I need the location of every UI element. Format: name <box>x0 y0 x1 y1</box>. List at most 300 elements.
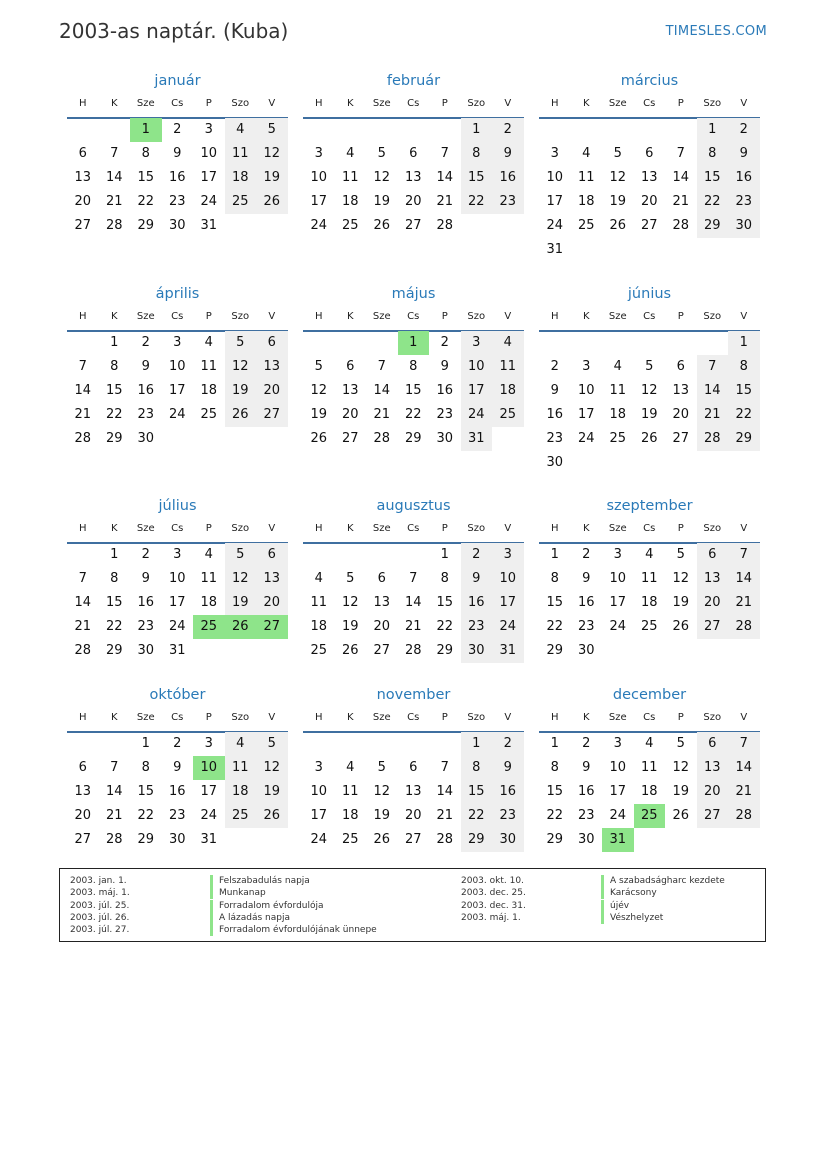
day-cell[interactable]: 4 <box>645 547 654 562</box>
day-cell[interactable]: 19 <box>341 619 359 634</box>
day-cell[interactable]: 18 <box>609 407 627 422</box>
day-cell[interactable]: 30 <box>461 639 493 663</box>
day-cell[interactable]: 15 <box>105 595 123 610</box>
day-cell[interactable]: 9 <box>582 760 591 775</box>
day-cell[interactable]: 21 <box>105 194 123 209</box>
day-cell[interactable]: 17 <box>200 784 218 799</box>
day-cell[interactable]: 29 <box>461 828 493 852</box>
day-cell[interactable]: 12 <box>640 383 658 398</box>
day-cell[interactable]: 27 <box>74 218 92 233</box>
day-cell[interactable]: 22 <box>728 403 760 427</box>
day-cell[interactable]: 26 <box>672 808 690 823</box>
day-cell[interactable]: 17 <box>310 808 328 823</box>
day-cell[interactable]: 7 <box>409 571 418 586</box>
day-cell[interactable]: 3 <box>550 146 559 161</box>
day-cell[interactable]: 18 <box>341 808 359 823</box>
day-cell[interactable]: 11 <box>200 359 218 374</box>
day-cell[interactable]: 11 <box>577 170 595 185</box>
day-cell[interactable]: 20 <box>74 194 92 209</box>
day-cell[interactable]: 5 <box>256 118 288 142</box>
day-cell[interactable]: 1 <box>461 118 493 142</box>
day-cell[interactable]: 5 <box>676 736 685 751</box>
day-cell[interactable]: 26 <box>373 832 391 847</box>
day-cell[interactable]: 14 <box>728 756 760 780</box>
day-cell[interactable]: 19 <box>373 808 391 823</box>
day-cell[interactable]: 11 <box>640 760 658 775</box>
day-cell[interactable]: 27 <box>74 832 92 847</box>
day-cell[interactable]: 18 <box>577 194 595 209</box>
brand-link[interactable]: TIMESLES.COM <box>665 24 767 39</box>
day-cell[interactable]: 27 <box>672 431 690 446</box>
day-cell[interactable]: 11 <box>341 784 359 799</box>
day-cell[interactable]: 22 <box>546 808 564 823</box>
day-cell[interactable]: 20 <box>341 407 359 422</box>
day-cell[interactable]: 12 <box>672 760 690 775</box>
day-cell[interactable]: 5 <box>346 571 355 586</box>
day-cell[interactable]: 7 <box>728 732 760 756</box>
day-cell[interactable]: 25 <box>225 190 257 214</box>
day-cell[interactable]: 22 <box>697 190 729 214</box>
day-cell[interactable]: 7 <box>110 760 119 775</box>
day-cell[interactable]: 30 <box>577 832 595 847</box>
day-cell[interactable]: 10 <box>492 567 524 591</box>
day-cell[interactable]: 3 <box>461 331 493 355</box>
day-cell[interactable]: 20 <box>373 619 391 634</box>
day-cell[interactable]: 19 <box>672 595 690 610</box>
day-cell[interactable]: 18 <box>225 780 257 804</box>
day-cell[interactable]: 27 <box>341 431 359 446</box>
day-cell[interactable]: 12 <box>225 355 257 379</box>
day-cell[interactable]: 20 <box>404 194 422 209</box>
day-cell[interactable]: 8 <box>697 142 729 166</box>
day-cell[interactable]: 20 <box>672 407 690 422</box>
day-cell[interactable]: 27 <box>373 643 391 658</box>
day-cell[interactable]: 26 <box>609 218 627 233</box>
day-cell[interactable]: 7 <box>728 543 760 567</box>
day-cell[interactable]: 5 <box>377 146 386 161</box>
day-cell[interactable]: 10 <box>168 359 186 374</box>
day-cell[interactable]: 19 <box>256 166 288 190</box>
day-cell[interactable]: 30 <box>728 214 760 238</box>
day-cell[interactable]: 7 <box>78 359 87 374</box>
day-cell[interactable]: 21 <box>404 619 422 634</box>
day-cell[interactable]: 24 <box>577 431 595 446</box>
day-cell[interactable]: 29 <box>105 643 123 658</box>
day-cell[interactable]: 14 <box>436 784 454 799</box>
day-cell[interactable]: 10 <box>193 756 225 780</box>
day-cell[interactable]: 24 <box>609 808 627 823</box>
day-cell[interactable]: 9 <box>550 383 559 398</box>
day-cell[interactable]: 30 <box>168 832 186 847</box>
day-cell[interactable]: 28 <box>728 804 760 828</box>
day-cell[interactable]: 12 <box>341 595 359 610</box>
day-cell[interactable]: 16 <box>546 407 564 422</box>
day-cell[interactable]: 4 <box>492 331 524 355</box>
day-cell[interactable]: 14 <box>436 170 454 185</box>
day-cell[interactable]: 9 <box>141 571 150 586</box>
day-cell[interactable]: 15 <box>461 166 493 190</box>
day-cell[interactable]: 13 <box>256 355 288 379</box>
day-cell[interactable]: 5 <box>676 547 685 562</box>
day-cell[interactable]: 27 <box>640 218 658 233</box>
day-cell[interactable]: 28 <box>728 615 760 639</box>
day-cell[interactable]: 14 <box>728 567 760 591</box>
day-cell[interactable]: 9 <box>728 142 760 166</box>
day-cell[interactable]: 30 <box>546 455 564 470</box>
day-cell[interactable]: 23 <box>492 190 524 214</box>
day-cell[interactable]: 24 <box>310 218 328 233</box>
day-cell[interactable]: 5 <box>314 359 323 374</box>
day-cell[interactable]: 18 <box>310 619 328 634</box>
day-cell[interactable]: 28 <box>373 431 391 446</box>
day-cell[interactable]: 14 <box>672 170 690 185</box>
day-cell[interactable]: 25 <box>225 804 257 828</box>
day-cell[interactable]: 7 <box>440 146 449 161</box>
day-cell[interactable]: 9 <box>461 567 493 591</box>
day-cell[interactable]: 26 <box>640 431 658 446</box>
day-cell[interactable]: 13 <box>697 567 729 591</box>
day-cell[interactable]: 15 <box>697 166 729 190</box>
day-cell[interactable]: 23 <box>461 615 493 639</box>
day-cell[interactable]: 26 <box>225 403 257 427</box>
day-cell[interactable]: 1 <box>550 736 559 751</box>
day-cell[interactable]: 19 <box>672 784 690 799</box>
day-cell[interactable]: 8 <box>110 359 119 374</box>
day-cell[interactable]: 23 <box>577 808 595 823</box>
day-cell[interactable]: 24 <box>609 619 627 634</box>
day-cell[interactable]: 16 <box>577 784 595 799</box>
day-cell[interactable]: 1 <box>110 547 119 562</box>
day-cell[interactable]: 23 <box>728 190 760 214</box>
day-cell[interactable]: 15 <box>404 383 422 398</box>
day-cell[interactable]: 15 <box>137 784 155 799</box>
day-cell[interactable]: 28 <box>436 832 454 847</box>
day-cell[interactable]: 3 <box>582 359 591 374</box>
day-cell[interactable]: 9 <box>173 760 182 775</box>
day-cell[interactable]: 17 <box>168 383 186 398</box>
day-cell[interactable]: 8 <box>461 142 493 166</box>
day-cell[interactable]: 16 <box>436 383 454 398</box>
day-cell[interactable]: 2 <box>492 118 524 142</box>
day-cell[interactable]: 16 <box>492 166 524 190</box>
day-cell[interactable]: 20 <box>697 591 729 615</box>
day-cell[interactable]: 1 <box>728 331 760 355</box>
day-cell[interactable]: 19 <box>225 591 257 615</box>
day-cell[interactable]: 20 <box>404 808 422 823</box>
day-cell[interactable]: 23 <box>436 407 454 422</box>
day-cell[interactable]: 16 <box>168 170 186 185</box>
day-cell[interactable]: 14 <box>105 784 123 799</box>
day-cell[interactable]: 13 <box>341 383 359 398</box>
day-cell[interactable]: 1 <box>440 547 449 562</box>
day-cell[interactable]: 5 <box>645 359 654 374</box>
day-cell[interactable]: 15 <box>728 379 760 403</box>
day-cell[interactable]: 31 <box>461 427 493 451</box>
day-cell[interactable]: 17 <box>609 595 627 610</box>
day-cell[interactable]: 7 <box>697 355 729 379</box>
day-cell[interactable]: 21 <box>74 619 92 634</box>
day-cell[interactable]: 11 <box>341 170 359 185</box>
day-cell[interactable]: 28 <box>672 218 690 233</box>
day-cell[interactable]: 30 <box>137 643 155 658</box>
day-cell[interactable]: 25 <box>577 218 595 233</box>
day-cell[interactable]: 20 <box>640 194 658 209</box>
day-cell[interactable]: 7 <box>440 760 449 775</box>
day-cell[interactable]: 2 <box>582 736 591 751</box>
day-cell[interactable]: 2 <box>582 547 591 562</box>
day-cell[interactable]: 29 <box>546 643 564 658</box>
day-cell[interactable]: 6 <box>409 146 418 161</box>
day-cell[interactable]: 4 <box>645 736 654 751</box>
day-cell[interactable]: 2 <box>492 732 524 756</box>
day-cell[interactable]: 21 <box>74 407 92 422</box>
day-cell[interactable]: 24 <box>200 808 218 823</box>
day-cell[interactable]: 9 <box>582 571 591 586</box>
day-cell[interactable]: 31 <box>200 218 218 233</box>
day-cell[interactable]: 27 <box>697 615 729 639</box>
day-cell[interactable]: 17 <box>492 591 524 615</box>
day-cell[interactable]: 29 <box>697 214 729 238</box>
day-cell[interactable]: 31 <box>492 639 524 663</box>
day-cell[interactable]: 9 <box>492 756 524 780</box>
day-cell[interactable]: 8 <box>409 359 418 374</box>
day-cell[interactable]: 13 <box>256 567 288 591</box>
day-cell[interactable]: 1 <box>461 732 493 756</box>
day-cell[interactable]: 19 <box>310 407 328 422</box>
day-cell[interactable]: 20 <box>256 379 288 403</box>
day-cell[interactable]: 14 <box>373 383 391 398</box>
day-cell[interactable]: 11 <box>310 595 328 610</box>
day-cell[interactable]: 29 <box>137 218 155 233</box>
day-cell[interactable]: 12 <box>672 571 690 586</box>
day-cell[interactable]: 24 <box>492 615 524 639</box>
day-cell[interactable]: 21 <box>436 808 454 823</box>
day-cell[interactable]: 29 <box>546 832 564 847</box>
day-cell[interactable]: 3 <box>314 146 323 161</box>
day-cell[interactable]: 6 <box>346 359 355 374</box>
day-cell[interactable]: 6 <box>676 359 685 374</box>
day-cell[interactable]: 9 <box>440 359 449 374</box>
day-cell[interactable]: 16 <box>577 595 595 610</box>
day-cell[interactable]: 24 <box>546 218 564 233</box>
day-cell[interactable]: 12 <box>609 170 627 185</box>
day-cell[interactable]: 3 <box>314 760 323 775</box>
day-cell[interactable]: 25 <box>193 615 225 639</box>
day-cell[interactable]: 17 <box>461 379 493 403</box>
day-cell[interactable]: 9 <box>492 142 524 166</box>
day-cell[interactable]: 26 <box>256 190 288 214</box>
day-cell[interactable]: 13 <box>74 784 92 799</box>
day-cell[interactable]: 20 <box>697 780 729 804</box>
day-cell[interactable]: 10 <box>577 383 595 398</box>
day-cell[interactable]: 18 <box>341 194 359 209</box>
day-cell[interactable]: 16 <box>137 595 155 610</box>
day-cell[interactable]: 28 <box>105 218 123 233</box>
day-cell[interactable]: 16 <box>728 166 760 190</box>
day-cell[interactable]: 6 <box>78 760 87 775</box>
day-cell[interactable]: 14 <box>74 383 92 398</box>
day-cell[interactable]: 8 <box>550 571 559 586</box>
day-cell[interactable]: 15 <box>436 595 454 610</box>
day-cell[interactable]: 3 <box>204 122 213 137</box>
day-cell[interactable]: 8 <box>141 146 150 161</box>
day-cell[interactable]: 3 <box>173 547 182 562</box>
day-cell[interactable]: 28 <box>74 431 92 446</box>
day-cell[interactable]: 4 <box>314 571 323 586</box>
day-cell[interactable]: 28 <box>404 643 422 658</box>
day-cell[interactable]: 22 <box>461 190 493 214</box>
day-cell[interactable]: 11 <box>609 383 627 398</box>
day-cell[interactable]: 19 <box>256 780 288 804</box>
day-cell[interactable]: 13 <box>404 784 422 799</box>
day-cell[interactable]: 19 <box>640 407 658 422</box>
day-cell[interactable]: 1 <box>141 736 150 751</box>
day-cell[interactable]: 3 <box>613 736 622 751</box>
day-cell[interactable]: 4 <box>346 760 355 775</box>
day-cell[interactable]: 25 <box>200 407 218 422</box>
day-cell[interactable]: 12 <box>256 142 288 166</box>
day-cell[interactable]: 13 <box>672 383 690 398</box>
day-cell[interactable]: 26 <box>256 804 288 828</box>
day-cell[interactable]: 1 <box>398 331 430 355</box>
day-cell[interactable]: 13 <box>697 756 729 780</box>
day-cell[interactable]: 16 <box>492 780 524 804</box>
day-cell[interactable]: 21 <box>728 591 760 615</box>
day-cell[interactable]: 8 <box>110 571 119 586</box>
day-cell[interactable]: 28 <box>105 832 123 847</box>
day-cell[interactable]: 11 <box>225 142 257 166</box>
day-cell[interactable]: 4 <box>225 118 257 142</box>
day-cell[interactable]: 15 <box>137 170 155 185</box>
day-cell[interactable]: 25 <box>341 832 359 847</box>
day-cell[interactable]: 17 <box>609 784 627 799</box>
day-cell[interactable]: 28 <box>436 218 454 233</box>
day-cell[interactable]: 26 <box>373 218 391 233</box>
day-cell[interactable]: 15 <box>546 784 564 799</box>
day-cell[interactable]: 18 <box>200 383 218 398</box>
day-cell[interactable]: 30 <box>436 431 454 446</box>
day-cell[interactable]: 11 <box>200 571 218 586</box>
day-cell[interactable]: 24 <box>168 619 186 634</box>
day-cell[interactable]: 31 <box>168 643 186 658</box>
day-cell[interactable]: 18 <box>225 166 257 190</box>
day-cell[interactable]: 29 <box>105 431 123 446</box>
day-cell[interactable]: 23 <box>577 619 595 634</box>
day-cell[interactable]: 10 <box>310 170 328 185</box>
day-cell[interactable]: 22 <box>546 619 564 634</box>
day-cell[interactable]: 30 <box>137 431 155 446</box>
day-cell[interactable]: 29 <box>137 832 155 847</box>
day-cell[interactable]: 6 <box>697 543 729 567</box>
day-cell[interactable]: 30 <box>577 643 595 658</box>
day-cell[interactable]: 9 <box>141 359 150 374</box>
day-cell[interactable]: 25 <box>492 403 524 427</box>
day-cell[interactable]: 12 <box>373 784 391 799</box>
day-cell[interactable]: 31 <box>546 242 564 257</box>
day-cell[interactable]: 31 <box>200 832 218 847</box>
day-cell[interactable]: 28 <box>697 427 729 451</box>
day-cell[interactable]: 29 <box>404 431 422 446</box>
day-cell[interactable]: 10 <box>168 571 186 586</box>
day-cell[interactable]: 2 <box>141 547 150 562</box>
day-cell[interactable]: 18 <box>492 379 524 403</box>
day-cell[interactable]: 11 <box>640 571 658 586</box>
day-cell[interactable]: 10 <box>546 170 564 185</box>
day-cell[interactable]: 21 <box>672 194 690 209</box>
day-cell[interactable]: 7 <box>377 359 386 374</box>
day-cell[interactable]: 19 <box>609 194 627 209</box>
day-cell[interactable]: 15 <box>546 595 564 610</box>
day-cell[interactable]: 13 <box>373 595 391 610</box>
day-cell[interactable]: 6 <box>256 331 288 355</box>
day-cell[interactable]: 4 <box>204 547 213 562</box>
day-cell[interactable]: 25 <box>634 804 666 828</box>
day-cell[interactable]: 21 <box>697 403 729 427</box>
day-cell[interactable]: 14 <box>697 379 729 403</box>
day-cell[interactable]: 21 <box>373 407 391 422</box>
day-cell[interactable]: 10 <box>609 760 627 775</box>
day-cell[interactable]: 21 <box>436 194 454 209</box>
day-cell[interactable]: 17 <box>200 170 218 185</box>
day-cell[interactable]: 23 <box>492 804 524 828</box>
day-cell[interactable]: 3 <box>173 335 182 350</box>
day-cell[interactable]: 6 <box>409 760 418 775</box>
day-cell[interactable]: 10 <box>200 146 218 161</box>
day-cell[interactable]: 6 <box>645 146 654 161</box>
day-cell[interactable]: 22 <box>137 808 155 823</box>
day-cell[interactable]: 13 <box>74 170 92 185</box>
day-cell[interactable]: 22 <box>137 194 155 209</box>
day-cell[interactable]: 7 <box>676 146 685 161</box>
day-cell[interactable]: 1 <box>550 547 559 562</box>
day-cell[interactable]: 3 <box>204 736 213 751</box>
day-cell[interactable]: 13 <box>640 170 658 185</box>
day-cell[interactable]: 23 <box>168 808 186 823</box>
day-cell[interactable]: 27 <box>404 832 422 847</box>
day-cell[interactable]: 23 <box>546 431 564 446</box>
day-cell[interactable]: 27 <box>404 218 422 233</box>
day-cell[interactable]: 4 <box>582 146 591 161</box>
day-cell[interactable]: 11 <box>492 355 524 379</box>
day-cell[interactable]: 25 <box>640 619 658 634</box>
day-cell[interactable]: 26 <box>672 619 690 634</box>
day-cell[interactable]: 29 <box>436 643 454 658</box>
day-cell[interactable]: 14 <box>105 170 123 185</box>
day-cell[interactable]: 23 <box>137 407 155 422</box>
day-cell[interactable]: 22 <box>105 619 123 634</box>
day-cell[interactable]: 1 <box>110 335 119 350</box>
day-cell[interactable]: 30 <box>492 828 524 852</box>
day-cell[interactable]: 12 <box>373 170 391 185</box>
day-cell[interactable]: 5 <box>225 543 257 567</box>
day-cell[interactable]: 18 <box>200 595 218 610</box>
day-cell[interactable]: 5 <box>377 760 386 775</box>
day-cell[interactable]: 24 <box>200 194 218 209</box>
day-cell[interactable]: 8 <box>141 760 150 775</box>
day-cell[interactable]: 18 <box>640 784 658 799</box>
day-cell[interactable]: 25 <box>609 431 627 446</box>
day-cell[interactable]: 4 <box>613 359 622 374</box>
day-cell[interactable]: 17 <box>310 194 328 209</box>
day-cell[interactable]: 18 <box>640 595 658 610</box>
day-cell[interactable]: 14 <box>404 595 422 610</box>
day-cell[interactable]: 15 <box>105 383 123 398</box>
day-cell[interactable]: 22 <box>461 804 493 828</box>
day-cell[interactable]: 20 <box>256 591 288 615</box>
day-cell[interactable]: 27 <box>256 403 288 427</box>
day-cell[interactable]: 12 <box>225 567 257 591</box>
day-cell[interactable]: 4 <box>346 146 355 161</box>
